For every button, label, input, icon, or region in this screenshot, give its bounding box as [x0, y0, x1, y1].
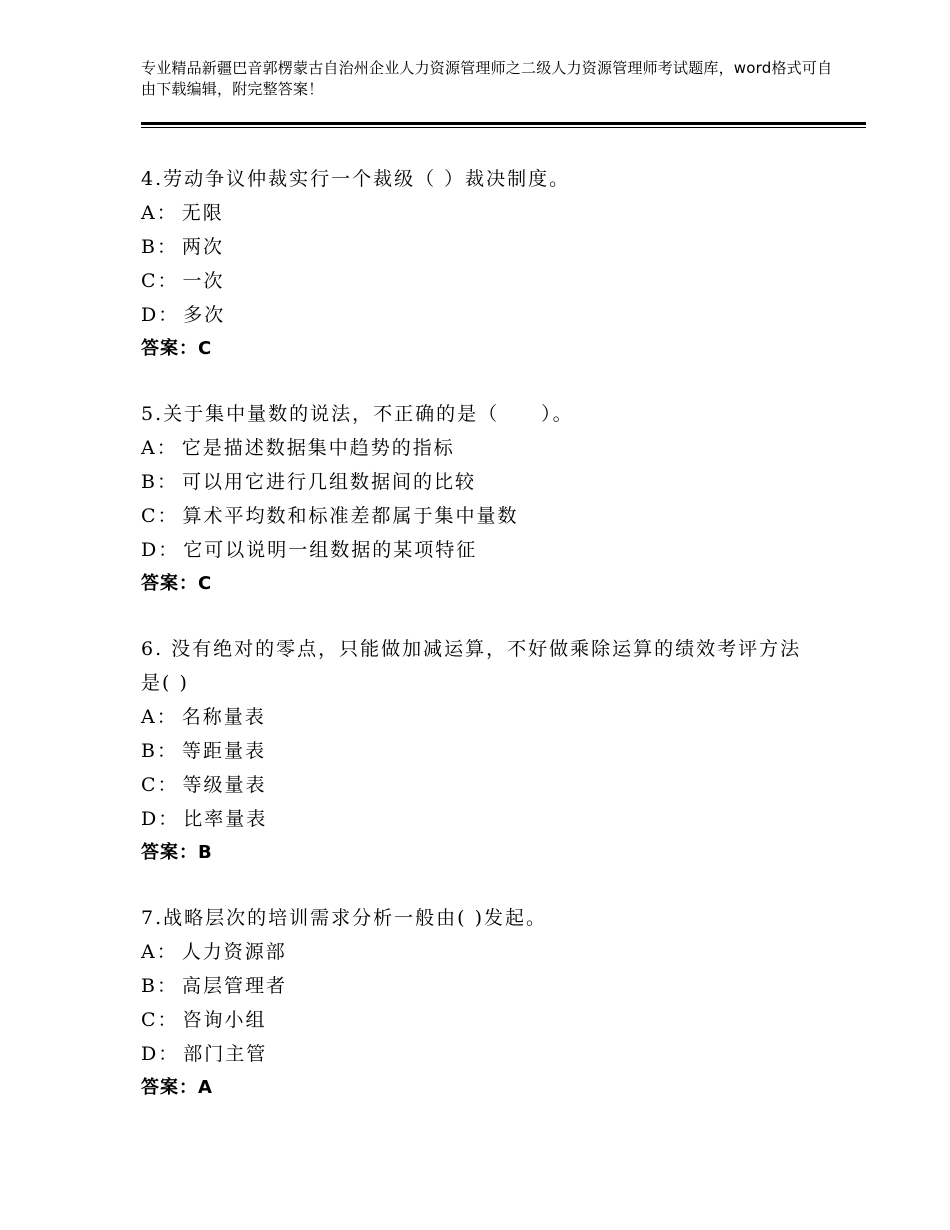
option-label: C： — [141, 1009, 179, 1031]
option-label: A： — [141, 202, 178, 224]
question-4 — [141, 162, 821, 366]
option-c — [141, 1003, 821, 1037]
option-text: 咨询小组 — [182, 1009, 267, 1031]
option-text: 多次 — [183, 304, 226, 326]
option-text: 它可以说明一组数据的某项特征 — [183, 539, 478, 561]
option-text: 无限 — [181, 202, 224, 224]
question-stem: 5.关于集中量数的说法，不正确的是（ ）。 — [141, 403, 574, 425]
option-label: B： — [141, 740, 178, 762]
option-label: C： — [141, 270, 179, 292]
option-d — [141, 1037, 821, 1071]
answer: 答案：C — [141, 573, 213, 594]
option-c — [141, 499, 821, 533]
option-text: 人力资源部 — [181, 941, 287, 963]
option-d — [141, 802, 821, 836]
answer: 答案：C — [141, 338, 213, 359]
question-stem: 6. 没有绝对的零点，只能做加减运算，不好做乘除运算的绩效考评方法是( ) — [141, 638, 802, 694]
option-label: D： — [141, 539, 180, 561]
option-c — [141, 768, 821, 802]
document-header: 专业精品新疆巴音郭楞蒙古自治州企业人力资源管理师之二级人力资源管理师考试题库，word格式可自由下载编辑，附完整答案！ — [141, 59, 833, 98]
option-text: 等级量表 — [182, 774, 267, 796]
option-b — [141, 230, 821, 264]
option-label: D： — [141, 808, 180, 830]
option-text: 名称量表 — [181, 706, 266, 728]
question-7 — [141, 901, 821, 1105]
header-rule-thin — [141, 127, 866, 128]
option-d — [141, 298, 821, 332]
option-label: C： — [141, 505, 179, 527]
option-a — [141, 431, 821, 465]
option-d — [141, 533, 821, 567]
option-label: B： — [141, 236, 178, 258]
question-stem: 4.劳动争议仲裁实行一个裁级（ ）裁决制度。 — [141, 168, 571, 190]
option-label: D： — [141, 1043, 180, 1065]
option-text: 一次 — [182, 270, 225, 292]
option-text: 比率量表 — [183, 808, 268, 830]
option-text: 高层管理者 — [181, 975, 287, 997]
option-text: 部门主管 — [183, 1043, 268, 1065]
answer: 答案：B — [141, 842, 213, 863]
option-label: D： — [141, 304, 180, 326]
option-text: 两次 — [181, 236, 224, 258]
option-c — [141, 264, 821, 298]
question-6 — [141, 632, 821, 870]
option-b — [141, 734, 821, 768]
option-label: C： — [141, 774, 179, 796]
option-label: B： — [141, 471, 178, 493]
option-label: A： — [141, 941, 178, 963]
option-b — [141, 465, 821, 499]
option-text: 它是描述数据集中趋势的指标 — [181, 437, 455, 459]
option-text: 可以用它进行几组数据间的比较 — [181, 471, 476, 493]
option-label: B： — [141, 975, 178, 997]
option-label: A： — [141, 437, 178, 459]
option-a — [141, 196, 821, 230]
option-text: 算术平均数和标准差都属于集中量数 — [182, 505, 519, 527]
option-a — [141, 700, 821, 734]
option-text: 等距量表 — [181, 740, 266, 762]
option-b — [141, 969, 821, 1003]
header-rule-thick — [141, 122, 866, 125]
question-5 — [141, 397, 821, 601]
option-label: A： — [141, 706, 178, 728]
question-stem: 7.战略层次的培训需求分析一般由( )发起。 — [141, 907, 547, 929]
question-list — [141, 162, 821, 1136]
answer: 答案：A — [141, 1077, 213, 1098]
option-a — [141, 935, 821, 969]
